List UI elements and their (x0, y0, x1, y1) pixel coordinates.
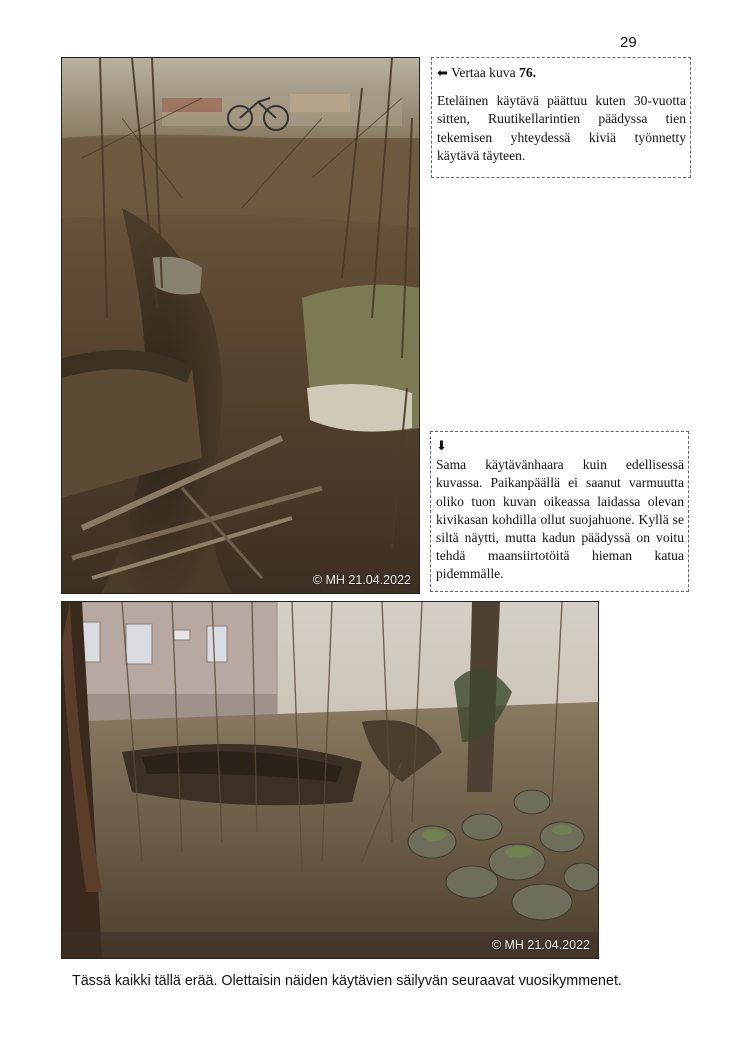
photo-bottom-credit: © MH 21.04.2022 (491, 938, 590, 952)
arrow-down-icon: ⬇ (436, 439, 447, 454)
caption-box-1 (431, 57, 691, 178)
arrow-left-icon: ⬅ (437, 66, 448, 81)
photo-top-credit: © MH 21.04.2022 (312, 573, 411, 587)
photo-bottom (61, 601, 599, 959)
caption-1-ref-line (437, 64, 686, 83)
photo-top-image (62, 58, 419, 593)
caption-1-ref-number: 76. (519, 65, 537, 80)
caption-1-body: Eteläinen käytävä päättuu kuten 30-vuotta sitten, Ruutikellarintien päädyssa tien tekemisen yhteydessä kiviä työnnetty käytävä täyteen. (437, 93, 686, 163)
footer-text: Tässä kaikki tällä erää. Olettaisin näiden käytävien säilyvän seuraavat vuosikymmenet. (72, 973, 622, 989)
photo-bottom-image (62, 602, 598, 958)
caption-1-ref-text: Vertaa kuva (451, 65, 516, 80)
page-number: 29 (620, 34, 637, 51)
caption-box-2 (430, 431, 689, 592)
photo-top (61, 57, 420, 594)
caption-2-body: Sama käytävänhaara kuin edellisessä kuvassa. Paikanpäällä ei saanut varmuutta oliko tuon kuvan oikeassa laidassa olevan kivikasan kohdilla ollut suojahuone. Kyllä se siltä näytti, mutta kadun päädyssä on voitu tehdä maansiirtotöitä hieman katua pidemmälle. (436, 457, 684, 582)
